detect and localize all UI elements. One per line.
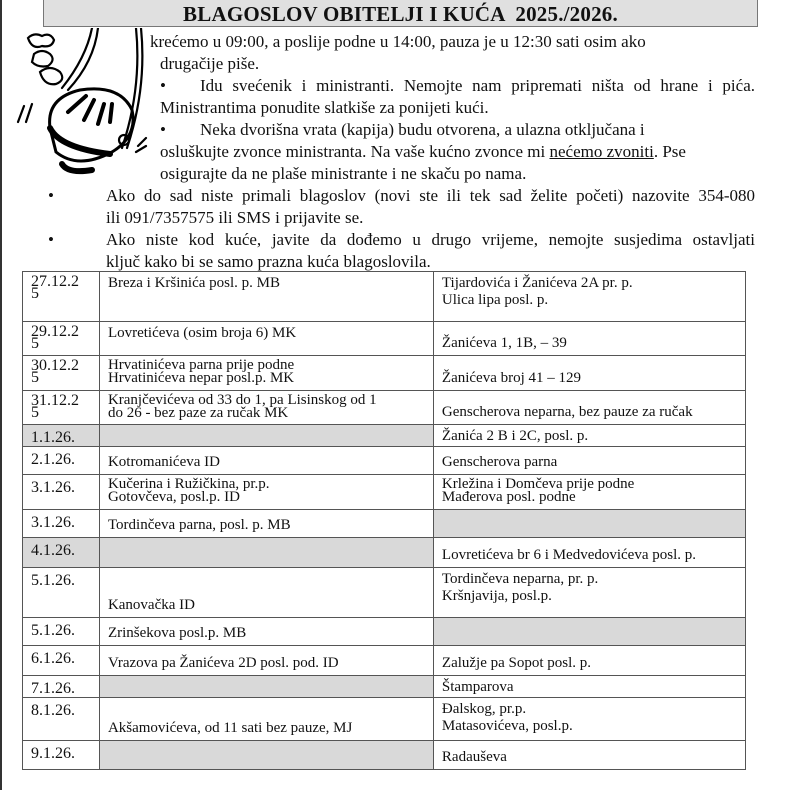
schedule-morning-cell [99, 475, 433, 510]
text-segment: . Pse [653, 142, 686, 161]
cell-text: Lovretićeva br 6 i Medvedovićeva posl. p. [441, 547, 696, 563]
schedule-row [23, 698, 746, 741]
cell-text: do 26 - bez paze za ručak MK [107, 405, 289, 421]
schedule-afternoon-cell [433, 272, 745, 322]
cell-text: Vrazova pa Žanićeva 2D posl. pod. ID [107, 655, 339, 671]
schedule-afternoon-cell [433, 646, 745, 676]
note-item [40, 185, 755, 229]
date-text: 7.1.26. [31, 680, 75, 697]
schedule-date [23, 425, 100, 447]
schedule-row [23, 741, 746, 770]
intro-bullet [150, 75, 755, 97]
schedule-date [23, 447, 100, 475]
schedule-morning-cell [99, 356, 433, 391]
schedule-morning-cell [99, 741, 433, 770]
note-item [40, 229, 755, 273]
schedule-afternoon-cell [433, 538, 745, 568]
intro-line: Ministrantima ponudite slatkiše za ponijeti kući. [160, 98, 489, 117]
bullet-icon: • [48, 186, 54, 205]
schedule-morning-cell [99, 391, 433, 425]
schedule-row [23, 618, 746, 646]
schedule-afternoon-cell [433, 447, 745, 475]
schedule-row [23, 391, 746, 425]
cell-text: Akšamovićeva, od 11 sati bez pauze, MJ [107, 720, 353, 736]
cell-text: Zrinšekova posl.p. MB [107, 625, 247, 641]
cell-text: Štamparova [441, 679, 514, 695]
date-text: 31.12.2 [31, 392, 79, 409]
cell-text: Gotovčeva, posl.p. ID [107, 489, 240, 505]
cell-text: Žanićeva 1, 1B, – 39 [441, 335, 567, 351]
schedule-morning-cell [99, 447, 433, 475]
schedule-row [23, 356, 746, 391]
note-line: ili 091/7357575 ili SMS i prijavite se. [106, 208, 364, 227]
date-text: 5 [31, 285, 39, 302]
schedule-morning-cell [99, 698, 433, 741]
schedule-row [23, 272, 746, 322]
cell-text: Radauševa [441, 749, 507, 765]
cell-text: Tordinčeva parna, posl. p. MB [107, 517, 291, 533]
intro-bullet-text: Idu svećenik i ministranti. Nemojte nam pripremati ništa od hrane i pića. [200, 76, 755, 95]
notes-list [40, 185, 755, 273]
date-text: 1.1.26. [31, 429, 75, 446]
date-text: 6.1.26. [31, 650, 75, 667]
intro-bullet-text: Neka dvorišna vrata (kapija) budu otvorena, a ulazna otključana i [200, 120, 645, 139]
page-border [0, 0, 2, 790]
date-text: 5 [31, 404, 39, 421]
note-line: ključ kako bi se samo prazna kuća blagoslovila. [106, 252, 431, 271]
schedule-row [23, 425, 746, 447]
date-text: 5.1.26. [31, 622, 75, 639]
schedule-afternoon-cell [433, 618, 745, 646]
cell-text: Žanića 2 B i 2C, posl. p. [441, 428, 589, 444]
intro-line [150, 141, 755, 163]
date-text: 3.1.26. [31, 479, 75, 496]
schedule-afternoon-cell [433, 568, 745, 618]
note-line: Ako niste kod kuće, javite da dođemo u drugo vrijeme, nemojte susjedima ostavljati [106, 230, 755, 249]
schedule-morning-cell [99, 568, 433, 618]
schedule-afternoon-cell [433, 510, 745, 538]
schedule-date [23, 538, 100, 568]
note-line: Ako do sad niste primali blagoslov (novi ste ili tek sad želite početi) nazovite 354-080 [106, 186, 755, 205]
schedule-afternoon-cell [433, 391, 745, 425]
date-text: 9.1.26. [31, 745, 75, 762]
intro-line: osigurajte da ne plaše ministrante i ne skaču po nama. [160, 164, 527, 183]
schedule-row [23, 322, 746, 356]
schedule-morning-cell [99, 322, 433, 356]
intro-line: drugačije piše. [160, 54, 260, 73]
schedule-date [23, 272, 100, 322]
schedule-date [23, 391, 100, 425]
schedule-afternoon-cell [433, 425, 745, 447]
schedule-morning-cell [99, 272, 433, 322]
date-text: 5.1.26. [31, 572, 75, 589]
date-text: 4.1.26. [31, 542, 75, 559]
schedule-row [23, 676, 746, 698]
cell-text: Kotromanićeva ID [107, 454, 220, 470]
schedule-morning-cell [99, 646, 433, 676]
date-text: 29.12.2 [31, 323, 79, 340]
cell-text: Kranjčevićeva od 33 do 1, pa Lisinskog od 1 [107, 392, 377, 408]
cell-text: Breza i Kršinića posl. p. MB [107, 275, 280, 291]
text-segment: osluškujte zvonce ministranta. Na vaše kućno zvonce mi [160, 142, 550, 161]
schedule-row [23, 646, 746, 676]
bullet-icon: • [160, 76, 166, 95]
schedule-date [23, 322, 100, 356]
schedule-row [23, 447, 746, 475]
schedule-date [23, 618, 100, 646]
schedule-afternoon-cell [433, 698, 745, 741]
schedule-date [23, 356, 100, 391]
schedule-afternoon-cell [433, 322, 745, 356]
cell-text: Hrvatinićeva parna prije podne [107, 357, 295, 373]
schedule-afternoon-cell [433, 741, 745, 770]
schedule-date [23, 741, 100, 770]
schedule-row [23, 475, 746, 510]
page-title: BLAGOSLOV OBITELJI I KUĆA 2025./2026. [43, 0, 758, 27]
cell-text: Tijardovića i Žanićeva 2A pr. p. [441, 275, 633, 291]
cell-text: Tordinčeva neparna, pr. p. [441, 571, 599, 587]
date-text: 27.12.2 [31, 273, 79, 290]
cell-text: Ulica lipa posl. p. [441, 292, 549, 308]
schedule-morning-cell [99, 676, 433, 698]
cell-text: Kučerina i Ružičkina, pr.p. [107, 476, 270, 492]
cell-text: Matasovićeva, posl.p. [441, 718, 573, 734]
cell-text: Krležina i Domčeva prije podne [441, 476, 635, 492]
schedule-morning-cell [99, 618, 433, 646]
schedule-date [23, 475, 100, 510]
cell-text: Đalskog, pr.p. [441, 701, 527, 717]
cell-text: Hrvatinićeva nepar posl.p. MK [107, 370, 295, 386]
intro-line: krećemo u 09:00, a poslije podne u 14:00, pauza je u 12:30 sati osim ako [150, 32, 646, 51]
cell-text: Mađerova posl. podne [441, 489, 576, 505]
intro-text [150, 31, 755, 185]
cell-text: Kanovačka ID [107, 597, 195, 613]
cell-text: Genscherova neparna, bez pauze za ručak [441, 404, 693, 420]
schedule-morning-cell [99, 425, 433, 447]
cell-text: Zalužje pa Sopot posl. p. [441, 655, 592, 671]
date-text: 2.1.26. [31, 451, 75, 468]
date-text: 8.1.26. [31, 702, 75, 719]
schedule-date [23, 698, 100, 741]
schedule-table [22, 271, 746, 770]
schedule-afternoon-cell [433, 356, 745, 391]
cell-text: Genscherova parna [441, 454, 558, 470]
schedule-row [23, 568, 746, 618]
schedule-date [23, 676, 100, 698]
schedule-morning-cell [99, 538, 433, 568]
underlined-text: nećemo zvoniti [549, 142, 654, 161]
cell-text: Lovretićeva (osim broja 6) MK [107, 325, 297, 341]
schedule-row [23, 538, 746, 568]
date-text: 3.1.26. [31, 514, 75, 531]
schedule-afternoon-cell [433, 676, 745, 698]
schedule-row [23, 510, 746, 538]
bullet-icon: • [160, 120, 166, 139]
schedule-date [23, 510, 100, 538]
date-text: 5 [31, 369, 39, 386]
schedule-morning-cell [99, 510, 433, 538]
date-text: 5 [31, 335, 39, 352]
censer-icon [10, 28, 150, 178]
schedule-afternoon-cell [433, 475, 745, 510]
intro-bullet [150, 119, 755, 141]
cell-text: Žanićeva broj 41 – 129 [441, 370, 582, 386]
bullet-icon: • [48, 230, 54, 249]
schedule-date [23, 646, 100, 676]
date-text: 30.12.2 [31, 357, 79, 374]
cell-text: Kršnjavija, posl.p. [441, 588, 552, 604]
schedule-date [23, 568, 100, 618]
